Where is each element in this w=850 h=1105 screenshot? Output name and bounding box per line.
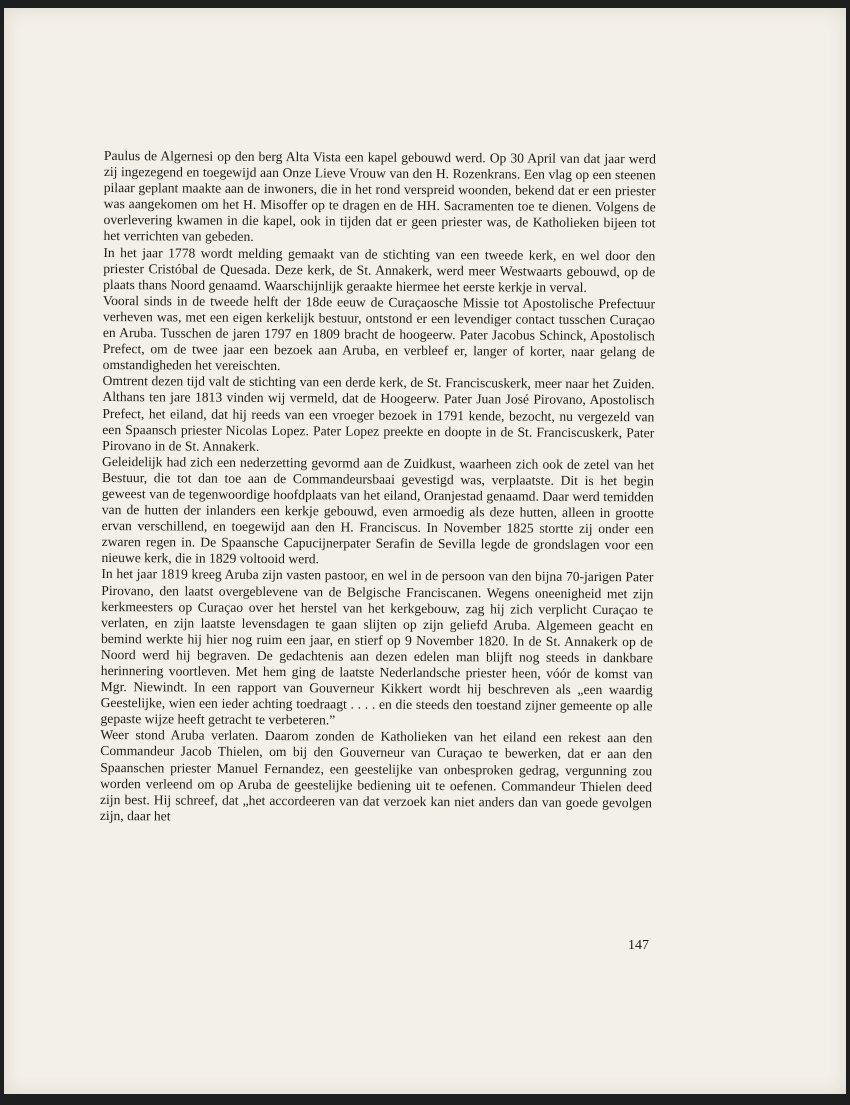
paragraph: Geleidelijk had zich een nederzetting gevormd aan de Zuidkust, waarheen zich ook de zetel van het Bestuur, die tot dan toe aan de Commandeursbaai gevestigd was, verplaatste. Dit is het begin geweest van de tegenwoordige hoofdplaats van het eiland, Oranjestad genaamd. Daar werd temidden van de hutten der inlanders een kerkje gebouwd, even armoedig als deze hutten, alleen in grootte ervan verschillend, en toegewijd aan den H. Franciscus. In November 1825 stortte zij onder een zwaren regen in. De Spaansche Capucijnerpater Serafin de Sevilla legde de grondslagen voor een nieuwe kerk, die in 1829 voltooid werd. [101,453,655,567]
book-page [4,8,846,1094]
body-text [100,148,656,827]
paragraph: In het jaar 1778 wordt melding gemaakt van de stichting van een tweede kerk, en wel door den priester Cristóbal de Quesada. Deze kerk, de St. Annakerk, werd meer Westwaarts gebouwd, op de plaats thans Noord genaamd. Waarschijnlijk geraakte hiermee het eerste kerkje in verval. [103,244,656,295]
paragraph: Omtrent dezen tijd valt de stichting van een derde kerk, de St. Franciscuskerk, meer naar het Zuiden. Althans ten jare 1813 vinden wij vermeld, dat de Hoogeerw. Pater Juan José Pirovano, Apostolisch Prefect, het eiland, dat hij reeds van een vroeger bezoek in 1791 kende, bezocht, nu vergezeld van een Spaansch priester Nicolas Lopez. Pater Lopez preekte en doopte in de St. Franciscuskerk, Pater Pirovano in de St. Annakerk. [102,373,655,454]
paragraph: Weer stond Aruba verlaten. Daarom zonden de Katholieken van het eiland een rekest aan den Commandeur Jacob Thielen, om bij den Gouverneur van Curaçao te bewerken, dat er aan den Spaanschen priester Manuel Fernandez, een geestelijke van onbesproken gedrag, vergunning zou worden verleend om op Aruba de geestelijke bediening uit te oefenen. Commandeur Thielen deed zijn best. Hij schreef, dat „het accordeeren van dat verzoek kan niet anders dan van goede gevolgen zijn, daar het [99,727,653,824]
paragraph: Vooral sinds in de tweede helft der 18de eeuw de Curaçaosche Missie tot Apostolische Prefectuur verheven was, met een eigen kerkelijk bestuur, ontstond er een levendiger contact tusschen Curaçao en Aruba. Tusschen de jaren 1797 en 1809 bracht de hoogeerw. Pater Jacobus Schinck, Apostolisch Prefect, om de twee jaar een bezoek aan Aruba, en verbleef er, langer of korter, naar gelang de omstandigheden het vereischten. [102,292,656,374]
page-number: 147 [628,938,649,953]
paragraph: Paulus de Algernesi op den berg Alta Vista een kapel gebouwd werd. Op 30 April van dat jaar werd zij ingezegend en toegewijd aan Onze Lieve Vrouw van den H. Rozenkrans. Een vlag op een steenen pilaar geplant maakte aan de inwoners, die in het rond verspreid woonden, bekend dat er een priester was aangekomen om het H. Misoffer op te dragen en de HH. Sacramenten toe te dienen. Volgens de overlevering kwamen in die kapel, ook in tijden dat er geen priester was, de Katholieken bijeen tot het verrichten van gebeden. [103,148,656,245]
paragraph: In het jaar 1819 kreeg Aruba zijn vasten pastoor, en wel in de persoon van den bijna 70-jarigen Pater Pirovano, den laatst overgeblevene van de Belgische Franciscanen. Wegens oneenigheid met zijn kerkmeesters op Curaçao over het herstel van het kerkgebouw, zag hij zich verplicht Curaçao te verlaten, en zijn laatste levensdagen te gaan slijten op zijn geliefd Aruba. Algemeen geacht en bemind werkte hij hier nog ruim een jaar, en stierf op 9 November 1820. In de St. Annakerk op de Noord werd hij begraven. De gedachtenis aan dezen edelen man blijft nog steeds in dankbare herinnering voortleven. Met hem ging de laatste Nederlandsche priester heen, vóór de komst van Mgr. Niewindt. In een rapport van Gouverneur Kikkert wordt hij beschreven als „een waardig Geestelijke, wien een ieder achting toedraagt . . . . en die steeds den toestand zijner gemeente op alle gepaste wijze heeft getracht te verbeteren.” [100,566,654,728]
